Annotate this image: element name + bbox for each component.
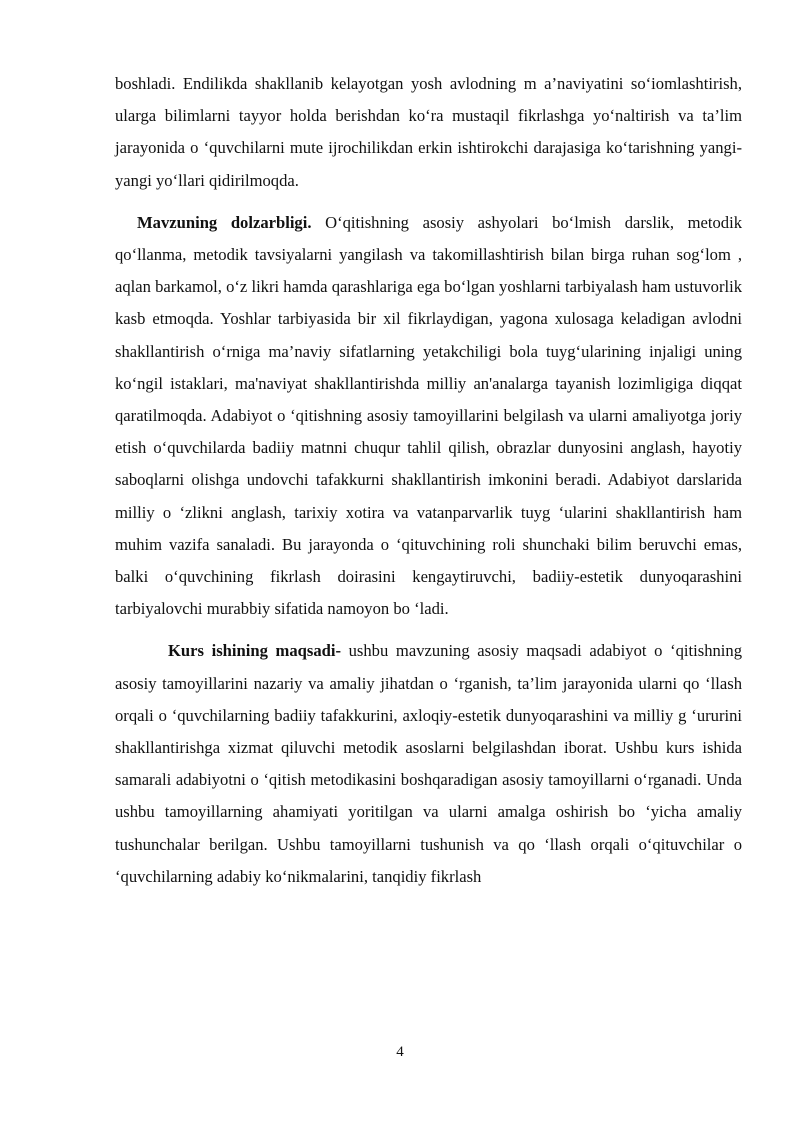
relevance-body: O‘qitishning asosiy ashyolari bo‘lmish darslik, metodik qo‘llanma, metodik tavsiyalarni yangilash va takomillashtirish bilan birga ruhan sog‘lom , aqlan barkamol, o‘z likri hamda qarashlariga ega bo‘lgan yoshlarni tarbiyalash ham ustuvorlik kasb etmoqda. Yoshlar tarbiyasida bir xil fikrlaydigan, yagona xulosaga keladigan avlodni shakllantirish o‘rniga ma’naviy sifatlarning yetakchiligi bola tuyg‘ularining injaligi uning ko‘ngil istaklari, ma'naviyat shakllantirishda milliy an'analarga tayanish lozimligiga diqqat qaratilmoqda. Adabiyot o ‘qitishning asosiy tamoyillarini belgilash va ularni amaliyotga joriy etish o‘quvchilarda badiiy matnni chuqur tahlil qilish, obrazlar dunyosini anglash, hayotiy saboqlarni olishga undovchi tafakkurni shakllantirish imkonini beradi. Adabiyot darslarida milliy o ‘zlikni anglash, tarixiy xotira va vatanparvarlik tuyg ‘ularini shakllantirish ham muhim vazifa sanaladi. Bu jarayonda o ‘qituvchining roli shunchaki bilim beruvchi emas, balki o‘quvchining fikrlash doirasini kengaytiruvchi, badiiy-estetik dunyoqarashini tarbiyalovchi murabbiy sifatida namoyon bo ‘ladi. [115, 212, 742, 619]
goal-heading: Kurs ishining maqsadi- [168, 641, 341, 661]
paragraph-body: boshladi. Endilikda shakllanib kelayotgan yosh avlodning m a’naviyatini so‘iomlashtirish, ularga bilimlarni tayyor holda berishdan ko‘ra mustaqil fikrlashga yo‘naltirish va ta’lim jarayonida o ‘quvchilarni mute ijrochilikdan erkin ishtirokchi darajasiga ko‘tarishning yangi-yangi yo‘llari qidirilmoqda. [115, 74, 742, 190]
goal-body: ushbu mavzuning asosiy maqsadi adabiyot o ‘qitishning asosiy tamoyillarini nazariy va amaliy jihatdan o ‘rganish, ta’lim jarayonida ularni qo ‘llash orqali o ‘quvchilarning badiiy tafakkurini, axloqiy-estetik dunyoqarashini va milliy g ‘ururini shakllantirishga xizmat qiluvchi metodik asoslarni belgilashdan iborat. Ushbu kurs ishida samarali adabiyotni o ‘qitish metodikasini boshqaradigan asosiy tamoyillarni o‘rganadi. Unda ushbu tamoyillarning ahamiyati yoritilgan va ularni amalga oshirish bo ‘yicha amaliy tushunchalar berilgan. Ushbu tamoyillarni tushunish va qo ‘llash orqali o‘qituvchilar o ‘quvchilarning adabiy ko‘nikmalarini, tanqidiy fikrlash [115, 641, 742, 886]
document-page [115, 68, 742, 893]
goal-paragraph [115, 635, 742, 893]
page-number: 4 [396, 1044, 404, 1060]
relevance-heading: Mavzuning dolzarbligi. [137, 212, 312, 232]
intro-paragraph [115, 68, 742, 197]
relevance-paragraph [115, 207, 742, 626]
